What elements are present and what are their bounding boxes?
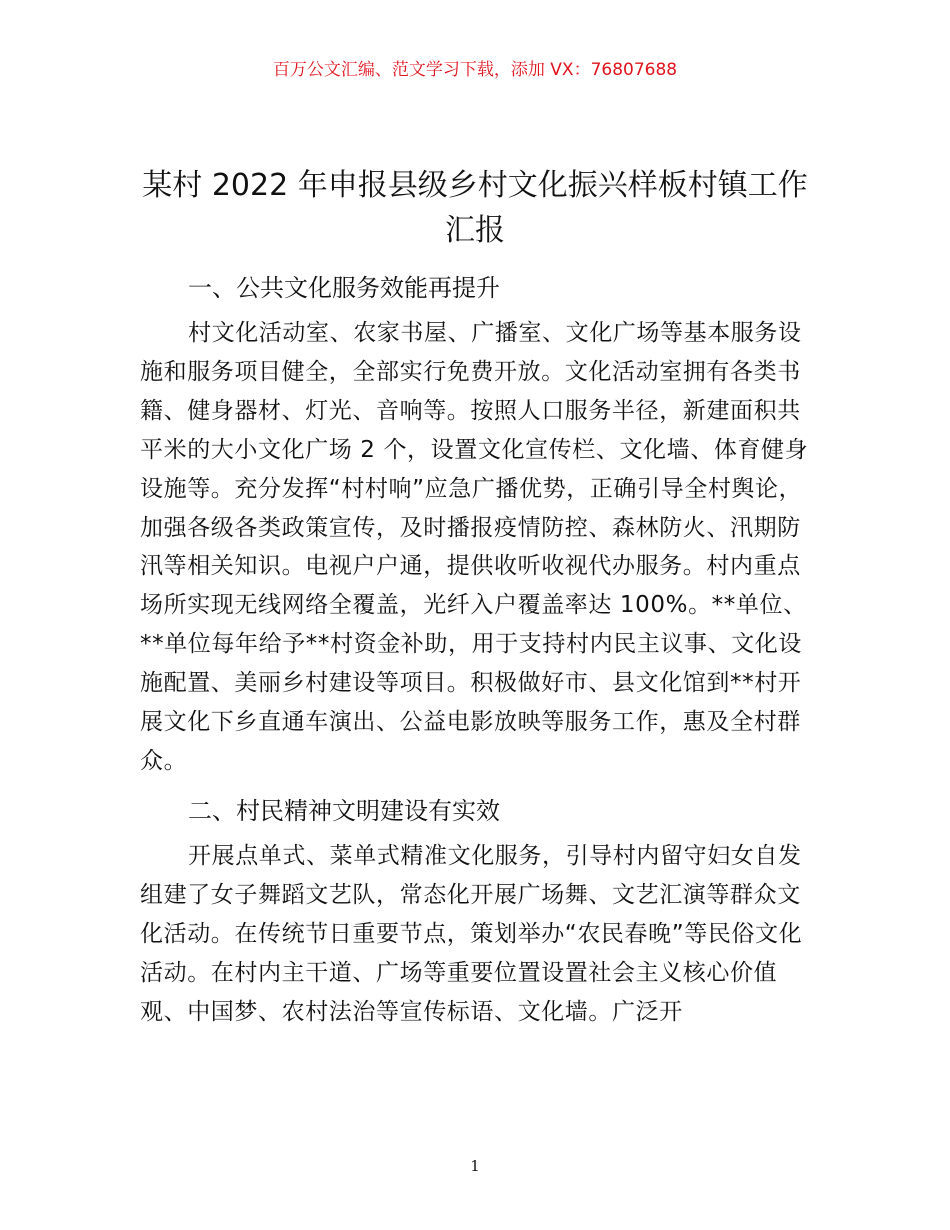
section-heading-1: 一、公共文化服务效能再提升 xyxy=(188,274,500,302)
document-body xyxy=(140,268,820,1041)
section-paragraph-2: 开展点单式、菜单式精准文化服务，引导村内留守妇女自发组建了女子舞蹈文艺队，常态化开展广场舞、文艺汇演等群众文化活动。在传统节日重要节点，策划举办“农民春晚”等民俗文化活动。在村内主干道、广场等重要位置设置社会主义核心价值观、中国梦、农村法治等宣传标语、文化墙。广泛开 xyxy=(140,842,803,1025)
section-heading-2: 二、村民精神文明建设有实效 xyxy=(188,796,500,825)
header-note: 百万公文汇编、范文学习下载，添加 VX：76807688 xyxy=(272,60,678,80)
section-paragraph-1: 村文化活动室、农家书屋、广播室、文化广场等基本服务设施和服务项目健全，全部实行免费开放。文化活动室拥有各类书籍、健身器材、灯光、音响等。按照人口服务半径，新建面积共平米的大小文化广场 2 个，设置文化宣传栏、文化墙、体育健身设施等。充分发挥“村村响”应急广播优势，正确引导全村舆论，加强各级各类政策宣传，及时播报疫情防控、森林防火、汛期防汛等相关知识。电视户户通，提供收听收视代办服务。村内重点场所实现无线网络全覆盖，光纤入户覆盖率达 100%。**单位、**单位每年给予**村资金补助，用于支持村内民主议事、文化设施配置、美丽乡村建设等项目。积极做好市、县文化馆到**村开展文化下乡直通车演出、公益电影放映等服务工作，惠及全村群众。 xyxy=(140,320,809,774)
page-number: 1 xyxy=(470,1157,480,1175)
document-title: 某村 2022 年申报县级乡村文化振兴样板村镇工作汇报 xyxy=(142,168,808,248)
